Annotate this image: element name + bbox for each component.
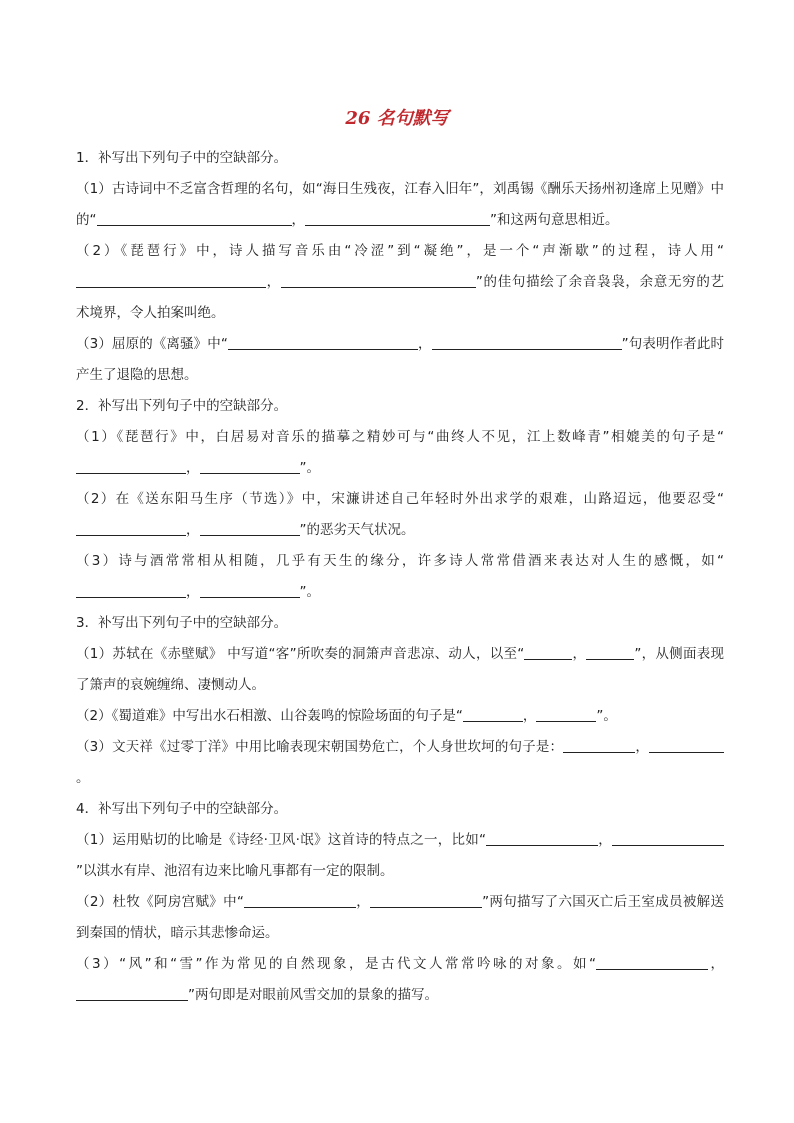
answer-blank[interactable] <box>200 520 300 536</box>
answer-blank[interactable] <box>200 582 300 598</box>
question-2 <box>76 391 724 608</box>
prompt-text: （2）在《送东阳马生序（节选）》中，宋濂讲述自己年轻时外出求学的艰难，山路迢远，他要忍受“ <box>76 491 724 507</box>
sub-question <box>76 887 724 949</box>
separator-text: ， <box>522 708 537 724</box>
answer-blank[interactable] <box>370 892 482 908</box>
answer-blank[interactable] <box>524 644 572 660</box>
sub-question <box>76 174 724 236</box>
prompt-text: ”两句即是对眼前风雪交加的景象的描写。 <box>188 987 438 1003</box>
sub-question <box>76 732 724 794</box>
question-heading: 4．补写出下列句子中的空缺部分。 <box>76 801 288 817</box>
sub-question <box>76 825 724 887</box>
sub-question <box>76 639 724 701</box>
separator-text: ， <box>417 336 432 352</box>
sub-question <box>76 949 724 1011</box>
answer-blank[interactable] <box>563 737 635 753</box>
separator-text: ， <box>266 274 281 290</box>
answer-blank[interactable] <box>76 520 186 536</box>
prompt-text: （2）《琵琶行》中，诗人描写音乐由“冷涩”到“凝绝”，是一个“声渐歇”的过程，诗人用“ <box>76 243 724 259</box>
separator-text: ， <box>572 646 587 662</box>
sub-question <box>76 236 724 329</box>
question-heading: 3．补写出下列句子中的空缺部分。 <box>76 615 288 631</box>
prompt-text: ”。 <box>596 708 617 724</box>
answer-blank[interactable] <box>228 334 418 350</box>
separator-text: ， <box>598 832 613 848</box>
separator-text: ， <box>186 460 200 476</box>
question-list <box>76 143 724 1011</box>
answer-blank[interactable] <box>97 210 292 226</box>
prompt-text: （1）运用贴切的比喻是《诗经·卫风·氓》这首诗的特点之一，比如“ <box>76 832 486 848</box>
prompt-text: ”，从侧面表现了箫声的哀婉缠绵、凄恻动人。 <box>76 646 724 693</box>
separator-text: ， <box>186 584 200 600</box>
separator-text: ， <box>635 739 650 755</box>
answer-blank[interactable] <box>649 737 724 753</box>
answer-blank[interactable] <box>76 582 186 598</box>
prompt-text: （1）《琵琶行》中，白居易对音乐的描摹之精妙可与“曲终人不见，江上数峰青”相媲美的句子是“ <box>76 429 724 445</box>
question-4 <box>76 794 724 1011</box>
sub-question <box>76 329 724 391</box>
prompt-text: ”的恶劣天气状况。 <box>299 522 415 538</box>
prompt-text: （3）“风”和“雪”作为常见的自然现象，是古代文人常常吟咏的对象。如“ <box>76 956 596 972</box>
prompt-text: 。 <box>76 770 90 786</box>
prompt-text: （2）《蜀道难》中写出水石相激、山谷轰鸣的惊险场面的句子是“ <box>76 708 463 724</box>
prompt-text: ”句表明作者此时产生了退隐的思想。 <box>76 336 724 383</box>
answer-blank[interactable] <box>463 706 523 722</box>
answer-blank[interactable] <box>612 830 724 846</box>
prompt-text: （1）苏轼在《赤壁赋》 中写道“客”所吹奏的洞箫声音悲凉、动人，以至“ <box>76 646 525 662</box>
answer-blank[interactable] <box>432 334 622 350</box>
page-title: 26 名句默写 <box>345 108 449 129</box>
answer-blank[interactable] <box>76 458 186 474</box>
question-heading: 1．补写出下列句子中的空缺部分。 <box>76 150 288 166</box>
separator-text: ， <box>291 212 305 228</box>
prompt-text: （3）诗与酒常常相从相随，几乎有天生的缘分，许多诗人常常借酒来表达对人生的感慨，如“ <box>76 553 724 569</box>
prompt-text: ”两句描写了六国灭亡后王室成员被解送到秦国的情状，暗示其悲惨命运。 <box>76 894 724 941</box>
prompt-text: （3）文天祥《过零丁洋》中用比喻表现宋朝国势危亡，个人身世坎坷的句子是： <box>76 739 564 755</box>
prompt-text: （2）杜牧《阿房宫赋》中“ <box>76 894 244 910</box>
prompt-text: （3）屈原的《离骚》中“ <box>76 336 228 352</box>
sub-question <box>76 701 724 732</box>
answer-blank[interactable] <box>76 985 188 1001</box>
separator-text: ， <box>186 522 200 538</box>
answer-blank[interactable] <box>486 830 598 846</box>
sub-question <box>76 422 724 484</box>
question-3 <box>76 608 724 794</box>
answer-blank[interactable] <box>76 272 266 288</box>
answer-blank[interactable] <box>281 272 476 288</box>
sub-question <box>76 546 724 608</box>
answer-blank[interactable] <box>586 644 634 660</box>
answer-blank[interactable] <box>200 458 300 474</box>
answer-blank[interactable] <box>244 892 356 908</box>
question-heading: 2．补写出下列句子中的空缺部分。 <box>76 398 288 414</box>
prompt-text: ”。 <box>299 460 320 476</box>
answer-blank[interactable] <box>536 706 596 722</box>
answer-blank[interactable] <box>596 954 708 970</box>
prompt-text: ”。 <box>299 584 320 600</box>
prompt-text: ”和这两句意思相近。 <box>490 212 619 228</box>
prompt-text: ”的佳句描绘了余音袅袅，余意无穷的艺术境界，令人拍案叫绝。 <box>76 274 724 321</box>
prompt-text: （1）古诗词中不乏富含哲理的名句，如“海日生残夜，江春入旧年”，刘禹锡《酬乐天扬州初逢席上见赠》中的“ <box>76 181 724 228</box>
sub-question <box>76 484 724 546</box>
prompt-text: ”以淇水有岸、池沼有边来比喻凡事都有一定的限制。 <box>76 863 394 879</box>
answer-blank[interactable] <box>305 210 490 226</box>
separator-text: ， <box>355 894 371 910</box>
question-1 <box>76 143 724 391</box>
separator-text: ， <box>708 956 724 972</box>
